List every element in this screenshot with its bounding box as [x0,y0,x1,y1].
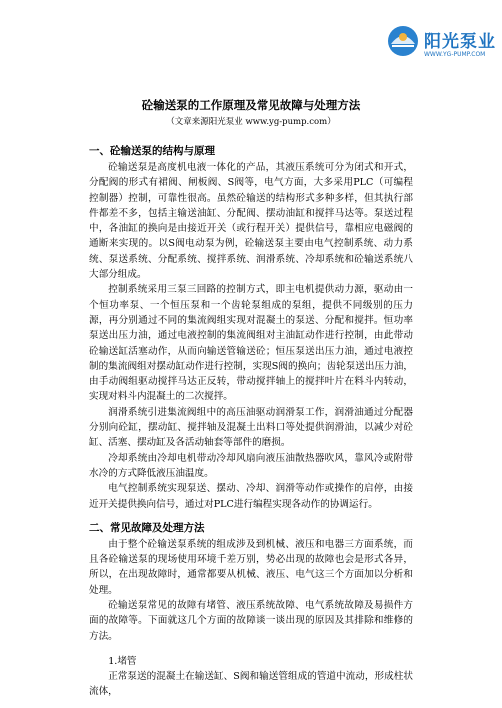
paragraph: 冷却系统由冷却电机带动冷却风扇向液压油散热器吹风，靠风冷或附带水冷的方式降低液压油温度。 [89,452,413,479]
section-heading-faults: 二、常见故障及处理方法 [89,521,205,534]
paragraph: 润滑系统引进集流阀组中的高压油驱动润滑泵工作，润滑油通过分配器分别向砼缸，摆动缸、搅拌轴及混凝土出料口等处提供润滑油，以减少对砼缸、活塞、摆动缸及各活动轴套等部件的磨损。 [89,406,413,449]
logo-name: 阳光泵业 [424,32,496,52]
paragraph: 砼输送泵是高度机电液一体化的产品，其液压系统可分为闭式和开式，分配阀的形式有裙阀、闸板阀、S阀等，电气方面，大多采用PLC（可编程控制器）控制，可靠性很高。虽然砼输送的结构形式多种多样，但其执行部件都差不多，包括主输送油缸、分配阀、摆动油缸和搅拌马达等。泵送过程中，各油缸的换向是由接近开关（或行程开关）提供信号，靠相应电磁阀的通断来实现的。以S阀电动泵为例，砼输送泵主要由电气控制系统、动力系统、泵送系统、分配系统、搅拌系统、润滑系统、冷却系统和砼输送系统八大部分组成。 [89,162,413,281]
paragraph: 控制系统采用三泵三回路的控制方式，即主电机提供动力源，驱动由一个恒功率泵、一个恒压泵和一个齿轮泵组成的泵组，提供不同级别的压力源，再分别通过不同的集流阀组实现对混凝土的泵送、分配和搅拌。恒功率泵送出压力油，通过电液控制的集流阀组对主油缸动作进行控制，由此带动砼输送缸活塞动作，从而向输送管输送砼；恒压泵送出压力油，通过电液控制的集流阀组对摆动缸动作进行控制，实现S阀的换向；齿轮泵送出压力油，由手动阀组驱动搅拌马达正反转，带动搅拌轴上的搅拌叶片在料斗内转动，实现对料斗内混凝土的二次搅拌。 [89,284,413,403]
company-logo [386,24,498,68]
subsection-heading: 1.堵管 [108,655,137,667]
paragraph: 电气控制系统实现泵送、摆动、冷却、润滑等动作或操作的启停，由接近开关提供换向信号，通过对PLC进行编程实现各动作的协调运行。 [89,483,413,510]
paragraph: 由于整个砼输送泵系统的组成涉及到机械、液压和电器三方面系统，而且各砼输送泵的现场使用环境千差万别，势必出现的故障也会是形式各异，所以，在出现故障时，通常都要从机械、液压、电气这三个方面加以分析和处理。 [89,538,413,596]
document-title: 砼输送泵的工作原理及常见故障与处理方法 [141,98,361,112]
article-source: （文章来源阳光泵业 www.yg-pump.com） [166,117,336,127]
logo-url: WWW.YG-PUMP.COM [424,51,486,58]
section-heading-structure: 一、砼输送泵的结构与原理 [89,145,215,157]
document-body [89,98,413,700]
sun-logo-icon [386,24,420,58]
paragraph: 砼输送泵常见的故障有堵管、液压系统故障、电气系统故障及易损件方面的故障等。下面就这几个方面的故障谈一谈出现的原因及其排除和维修的方法。 [89,600,413,642]
paragraph: 正常泵送的混凝土在输送缸、S阀和输送管组成的管道中流动，形成柱状流体， [89,670,413,698]
